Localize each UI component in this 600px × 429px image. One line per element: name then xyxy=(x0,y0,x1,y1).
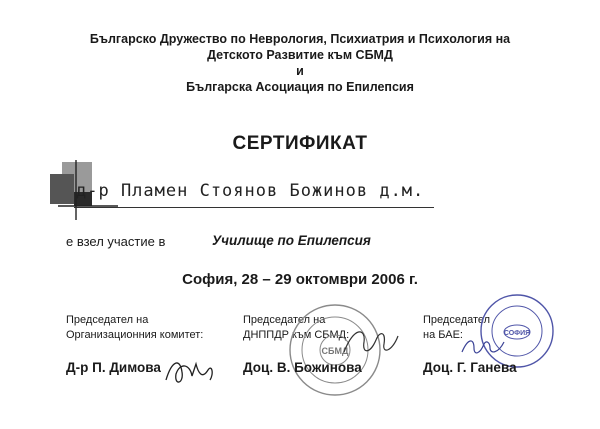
signatory-3-title-line-1: Председател xyxy=(423,314,491,326)
signature-bozhinova xyxy=(340,322,400,362)
certificate-title: СЕРТИФИКАТ xyxy=(232,133,368,154)
header-line-3: и xyxy=(296,64,304,78)
signatory-1-title xyxy=(66,313,203,343)
place-and-date: София, 28 – 29 октомври 2006 г. xyxy=(182,271,418,288)
signatory-2-title-line-2: ДНППДР към СБМД: xyxy=(243,329,350,341)
signatory-1-title-line-1: Председател на xyxy=(66,314,149,326)
header-line-4: Българска Асоциация по Епилепсия xyxy=(186,80,414,94)
signatory-3-title-line-2: на БАЕ: xyxy=(423,329,463,341)
signature-dimova xyxy=(160,350,220,390)
organizers-header xyxy=(0,31,600,95)
signatory-1-title-line-2: Организационния комитет: xyxy=(66,329,204,341)
recipient-underline xyxy=(74,207,434,208)
header-line-1: Българско Дружество по Неврология, Психиатрия и Психология на xyxy=(89,32,511,46)
sbmd-stamp-center-text: СБМД xyxy=(321,346,349,356)
bae-stamp-center-text: СОФИЯ xyxy=(503,330,531,337)
signatory-2-title-line-1: Председател на xyxy=(243,314,326,326)
participated-label: е взел участие в xyxy=(66,234,166,249)
school-name: Училище по Епилепсия xyxy=(212,233,371,248)
signature-ganeva xyxy=(458,332,508,360)
header-line-2: Детското Развитие към СБМД xyxy=(207,48,393,62)
signatory-2-name: Доц. В. Божинова xyxy=(243,360,362,375)
signatory-1-name: Д-р П. Димова xyxy=(66,360,161,375)
recipient-name-handwritten: д-р Пламен Стоянов Божинов д.м. xyxy=(76,181,425,201)
signatory-3-name: Доц. Г. Ганева xyxy=(423,360,517,375)
